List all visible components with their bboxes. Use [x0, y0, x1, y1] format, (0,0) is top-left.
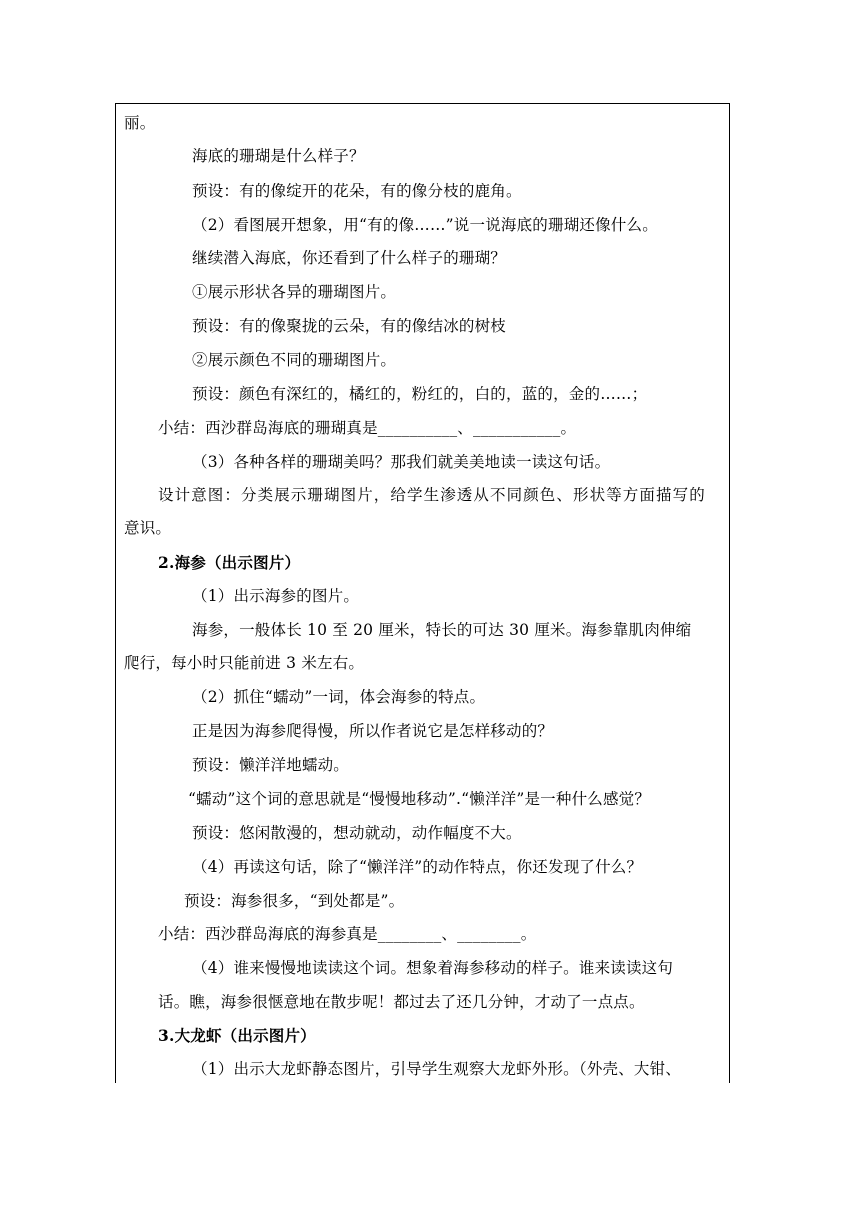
text-line: （1）出示大龙虾静态图片，引导学生观察大龙虾外形。（外壳、大钳、 [192, 1060, 682, 1078]
text-line: 预设：有的像聚拢的云朵，有的像结冰的树枝 [192, 317, 507, 335]
text-line: 预设：懒洋洋地蠕动。 [192, 756, 350, 774]
summary-line: 小结：西沙群岛海底的珊瑚真是__________、___________。 [158, 419, 577, 437]
text-line: ①展示形状各异的珊瑚图片。 [192, 283, 397, 301]
text-line: “蠕动”这个词的意思就是“慢慢地移动”.“懒洋洋”是一种什么感觉？ [188, 790, 651, 808]
design-intent-line: 设计意图：分类展示珊瑚图片，给学生渗透从不同颜色、形状等方面描写的 [158, 486, 706, 504]
section-heading: 2.海参（出示图片） [158, 553, 301, 572]
text-line: 预设：悠闲散漫的，想动就动，动作幅度不大。 [192, 824, 522, 842]
text-line: （1）出示海参的图片。 [192, 587, 360, 605]
text-line: （4）再读这句话，除了“懒洋洋”的动作特点，你还发现了什么？ [192, 858, 643, 876]
text-line: 预设：海参很多，“到处都是”。 [184, 892, 405, 910]
text-line: 话。瞧，海参很惬意地在散步呢！都过去了还几分钟，才动了一点点。 [158, 993, 645, 1011]
text-line: 丽。 [124, 114, 156, 132]
text-line: （2）看图展开想象，用“有的像……”说一说海底的珊瑚还像什么。 [192, 216, 658, 234]
text-line: （2）抓住“蠕动”一词，体会海参的特点。 [192, 688, 486, 706]
text-line: 海底的珊瑚是什么样子？ [192, 147, 365, 165]
text-line: （4）谁来慢慢地读读这个词。想象着海参移动的样子。谁来读读这句 [192, 959, 674, 977]
text-line: 爬行，每小时只能前进 3 米左右。 [124, 654, 365, 672]
text-line: 继续潜入海底，你还看到了什么样子的珊瑚？ [192, 249, 507, 267]
text-line: 正是因为海参爬得慢，所以作者说它是怎样移动的？ [192, 722, 554, 740]
summary-line: 小结：西沙群岛海底的海参真是________、________。 [158, 925, 537, 943]
text-line: 海参，一般体长 10 至 20 厘米，特长的可达 30 厘米。海参靠肌肉伸缩 [192, 621, 692, 639]
text-line: ②展示颜色不同的珊瑚图片。 [192, 351, 397, 369]
text-line: 意识。 [124, 519, 172, 537]
section-heading: 3.大龙虾（出示图片） [158, 1026, 316, 1045]
text-line: 预设：颜色有深红的，橘红的，粉红的，白的，蓝的，金的……； [192, 385, 648, 403]
text-line: 预设：有的像绽开的花朵，有的像分枝的鹿角。 [192, 182, 522, 200]
text-line: （3）各种各样的珊瑚美吗？那我们就美美地读一读这句话。 [192, 453, 611, 471]
